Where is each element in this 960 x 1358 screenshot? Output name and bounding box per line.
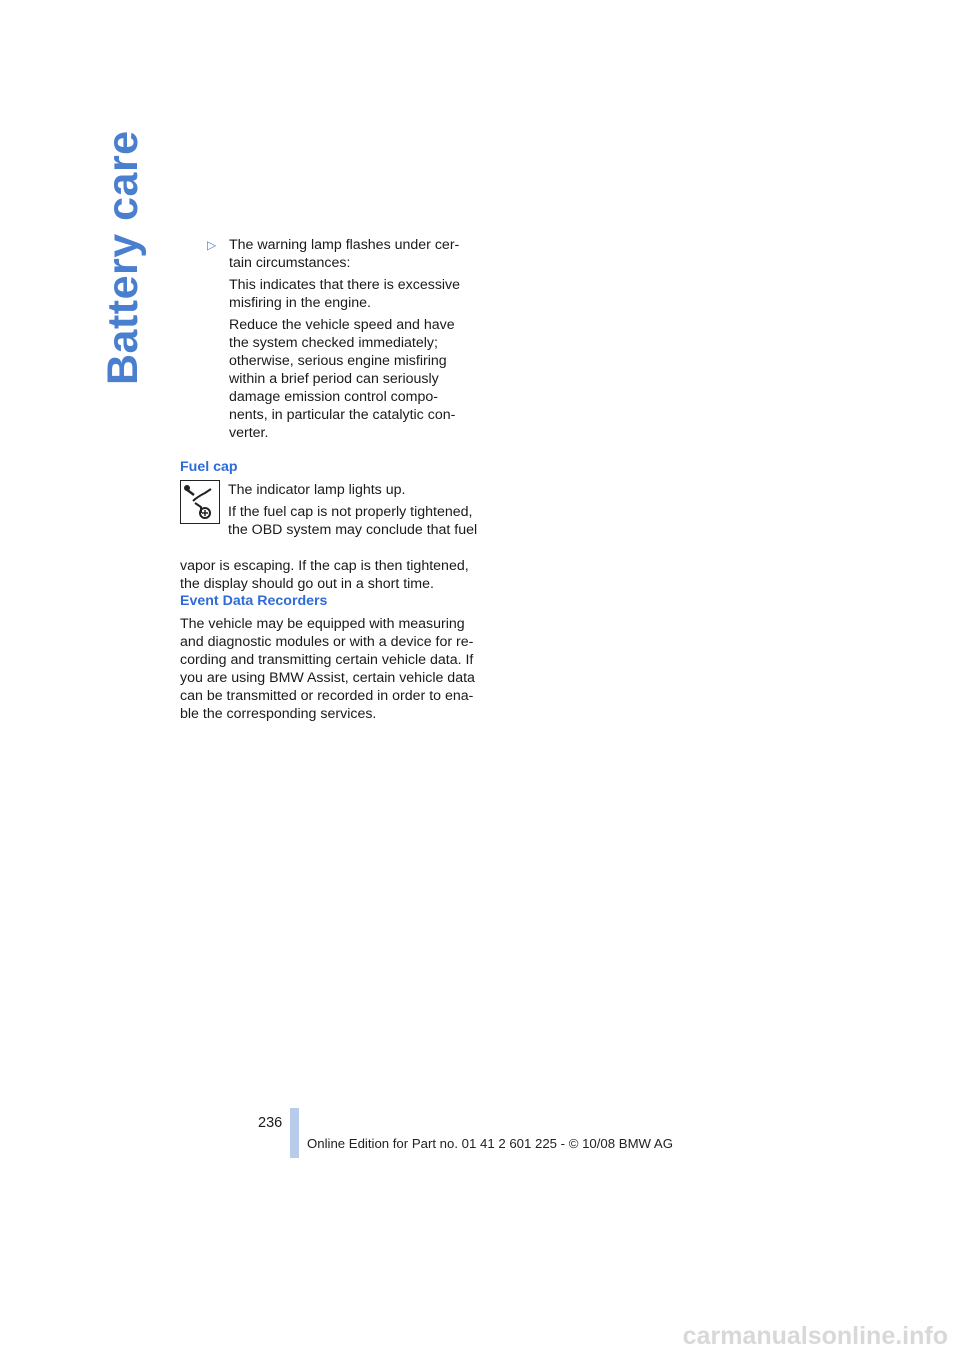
event-data-line: can be transmitted or recorded in order to ena- bbox=[180, 688, 474, 704]
bullet-line: The warning lamp flashes under cer- bbox=[229, 237, 460, 253]
bullet-line: damage emission control compo- bbox=[229, 389, 438, 405]
event-data-paragraph bbox=[180, 615, 478, 723]
section-sidebar-title: Battery care bbox=[99, 130, 147, 385]
event-data-line: you are using BMW Assist, certain vehicle data bbox=[180, 670, 475, 686]
bullet-triangle-icon: ▷ bbox=[207, 238, 217, 252]
bullet-line: verter. bbox=[229, 425, 269, 441]
bullet-line: otherwise, serious engine misfiring bbox=[229, 353, 447, 369]
event-data-line: ble the corresponding services. bbox=[180, 706, 377, 722]
bullet-line: Reduce the vehicle speed and have bbox=[229, 317, 455, 333]
fuel-cap-line: the display should go out in a short time. bbox=[180, 576, 434, 592]
fuel-cap-line: The indicator lamp lights up. bbox=[228, 482, 406, 498]
fuel-cap-text-full bbox=[180, 557, 478, 593]
edition-footer: Online Edition for Part no. 01 41 2 601 225 - © 10/08 BMW AG bbox=[307, 1136, 673, 1151]
fuel-cap-line: vapor is escaping. If the cap is then tightened, bbox=[180, 558, 469, 574]
bullet-line: within a brief period can seriously bbox=[229, 371, 439, 387]
fuel-cap-indicator-icon bbox=[180, 480, 220, 524]
event-data-line: and diagnostic modules or with a device for re- bbox=[180, 634, 474, 650]
watermark: carmanualsonline.info bbox=[682, 1322, 948, 1350]
event-data-line: The vehicle may be equipped with measuring bbox=[180, 616, 465, 632]
fuel-cap-heading: Fuel cap bbox=[180, 459, 238, 475]
bullet-line: the system checked immediately; bbox=[229, 335, 438, 351]
bullet-line: This indicates that there is excessive bbox=[229, 277, 461, 293]
page-number: 236 bbox=[258, 1115, 283, 1131]
event-data-line: cording and transmitting certain vehicle data. If bbox=[180, 652, 474, 668]
fuel-cap-line: If the fuel cap is not properly tightened, bbox=[228, 504, 473, 520]
bullet-line: nents, in particular the catalytic con- bbox=[229, 407, 456, 423]
page-marker-bar bbox=[290, 1108, 299, 1158]
warning-lamp-bullet bbox=[207, 236, 479, 446]
bullet-line: tain circumstances: bbox=[229, 255, 351, 271]
event-data-heading: Event Data Recorders bbox=[180, 593, 328, 609]
bullet-line: misfiring in the engine. bbox=[229, 295, 371, 311]
fuel-cap-line: the OBD system may conclude that fuel bbox=[228, 522, 478, 538]
fuel-cap-text-indent bbox=[228, 481, 478, 539]
